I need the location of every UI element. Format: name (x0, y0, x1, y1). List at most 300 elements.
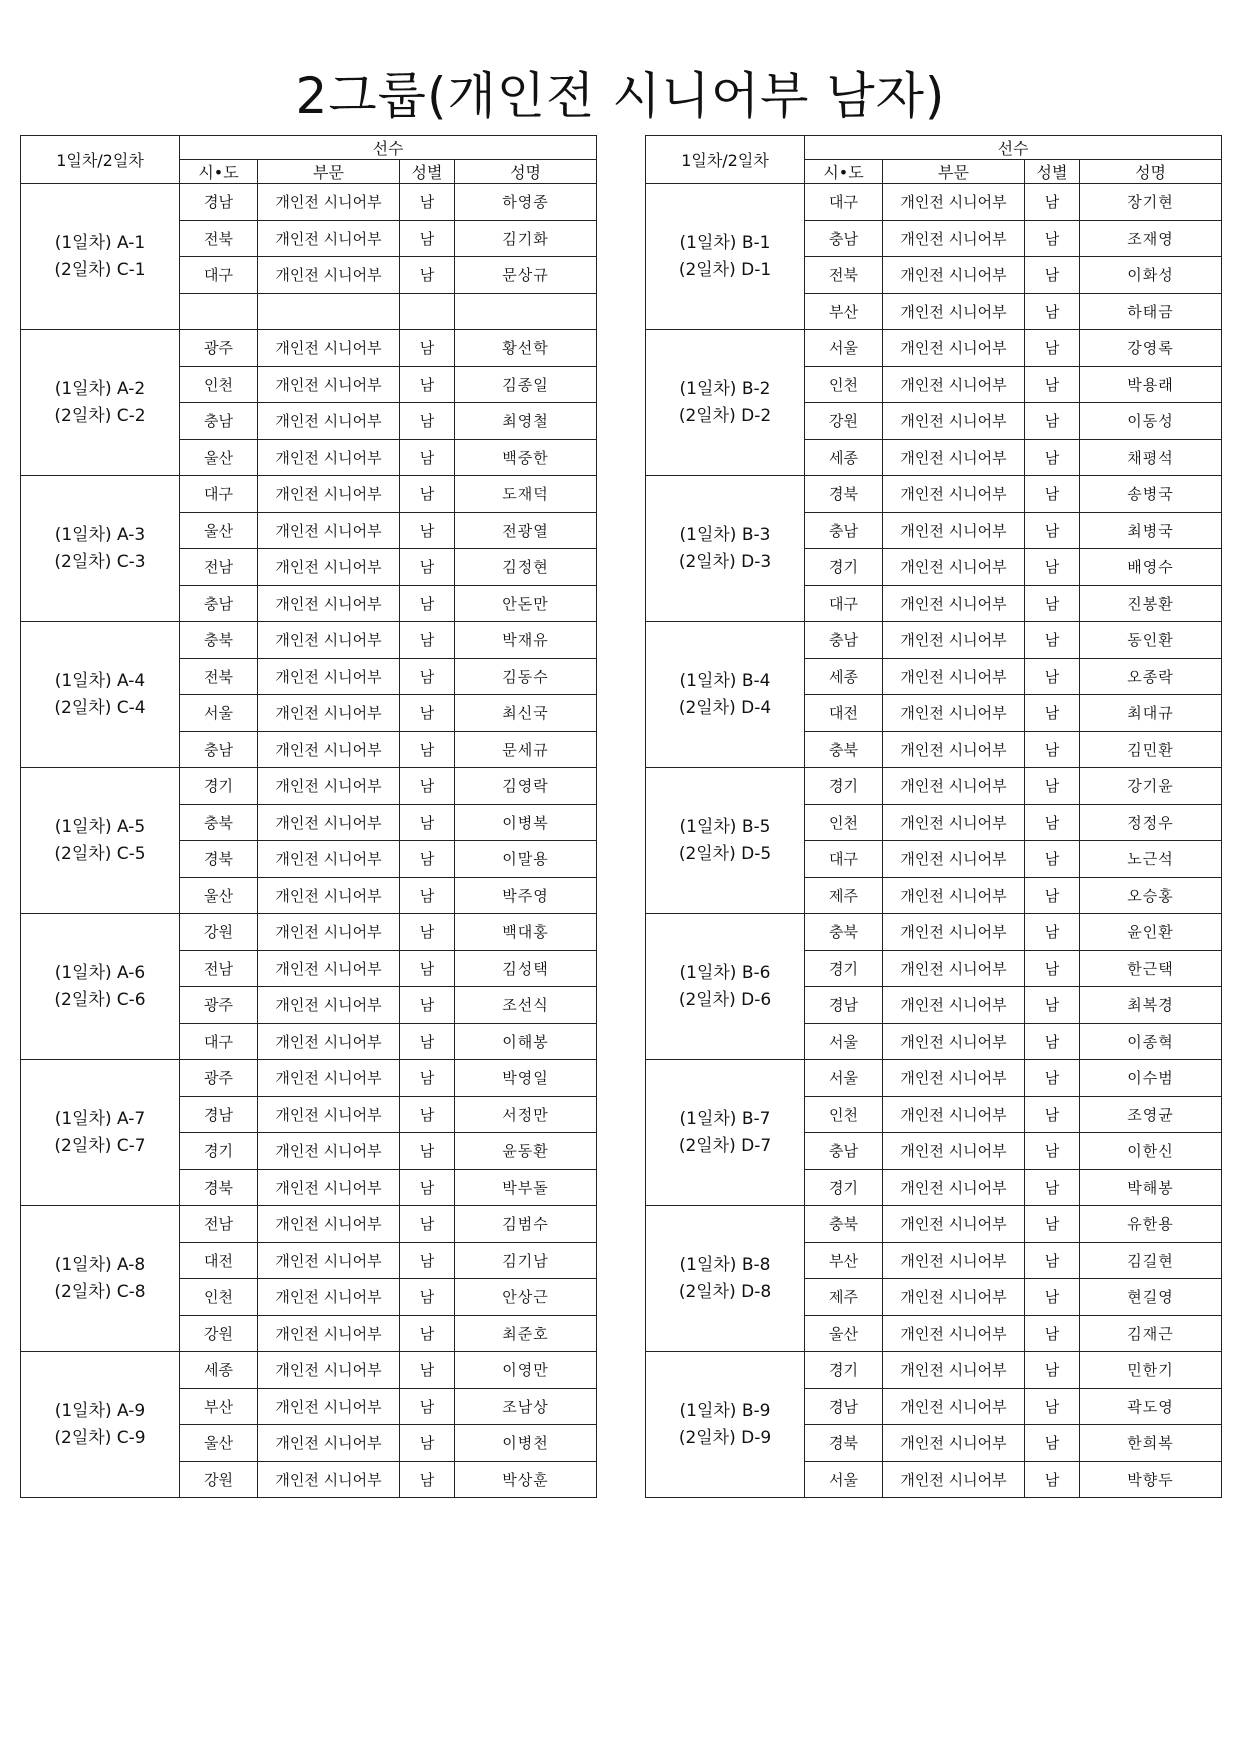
gender-cell: 남 (1025, 1133, 1080, 1170)
gender-cell: 남 (1025, 439, 1080, 476)
region-cell: 충남 (180, 403, 258, 440)
division-cell: 개인전 시니어부 (258, 257, 400, 294)
name-cell: 황선학 (455, 330, 597, 367)
name-cell: 안돈만 (455, 585, 597, 622)
region-cell: 울산 (805, 1315, 883, 1352)
name-cell: 박향두 (1080, 1461, 1222, 1498)
day1-group: (1일차) B-6 (679, 962, 771, 983)
round-header: 1일차/2일차 (21, 136, 180, 184)
day1-group: (1일차) B-8 (679, 1254, 771, 1275)
gender-cell: 남 (1025, 622, 1080, 659)
gender-cell: 남 (400, 768, 455, 805)
division-cell: 개인전 시니어부 (258, 914, 400, 951)
name-cell: 윤동환 (455, 1133, 597, 1170)
day2-group: (2일차) C-9 (54, 1427, 146, 1448)
region-cell: 전남 (180, 950, 258, 987)
division-cell: 개인전 시니어부 (883, 403, 1025, 440)
gender-cell: 남 (400, 695, 455, 732)
gender-cell: 남 (400, 877, 455, 914)
division-cell: 개인전 시니어부 (258, 804, 400, 841)
division-cell: 개인전 시니어부 (883, 476, 1025, 513)
gender-cell: 남 (1025, 1352, 1080, 1389)
table-row (21, 622, 597, 659)
region-cell: 경남 (180, 1096, 258, 1133)
name-cell: 민한기 (1080, 1352, 1222, 1389)
region-cell: 경기 (805, 950, 883, 987)
gender-cell: 남 (1025, 914, 1080, 951)
division-cell: 개인전 시니어부 (883, 1206, 1025, 1243)
name-cell: 이한신 (1080, 1133, 1222, 1170)
division-cell: 개인전 시니어부 (883, 549, 1025, 586)
gender-cell: 남 (400, 1352, 455, 1389)
left-group-table (20, 135, 597, 1498)
name-cell: 박주영 (455, 877, 597, 914)
region-cell: 강원 (180, 1461, 258, 1498)
name-cell: 이종혁 (1080, 1023, 1222, 1060)
day2-group: (2일차) C-8 (54, 1281, 146, 1302)
day1-group: (1일차) A-1 (54, 232, 146, 253)
name-cell: 정정우 (1080, 804, 1222, 841)
region-cell: 대전 (180, 1242, 258, 1279)
group-label (646, 622, 805, 768)
gender-cell: 남 (1025, 1096, 1080, 1133)
gender-header: 성별 (1025, 160, 1080, 184)
division-cell: 개인전 시니어부 (258, 1242, 400, 1279)
division-cell: 개인전 시니어부 (258, 1352, 400, 1389)
division-cell: 개인전 시니어부 (883, 366, 1025, 403)
division-cell: 개인전 시니어부 (258, 439, 400, 476)
division-cell: 개인전 시니어부 (883, 184, 1025, 221)
division-cell (258, 293, 400, 330)
region-cell: 전남 (180, 549, 258, 586)
day2-group: (2일차) C-3 (54, 551, 146, 572)
region-cell: 전북 (180, 220, 258, 257)
region-cell: 강원 (180, 1315, 258, 1352)
division-cell: 개인전 시니어부 (883, 1023, 1025, 1060)
division-cell: 개인전 시니어부 (258, 330, 400, 367)
name-cell: 박부돌 (455, 1169, 597, 1206)
region-cell: 부산 (180, 1388, 258, 1425)
name-cell: 강기윤 (1080, 768, 1222, 805)
name-cell: 문세규 (455, 731, 597, 768)
name-cell: 안상근 (455, 1279, 597, 1316)
gender-cell: 남 (1025, 1169, 1080, 1206)
gender-cell: 남 (1025, 1461, 1080, 1498)
day2-group: (2일차) C-1 (54, 259, 146, 280)
division-cell: 개인전 시니어부 (258, 622, 400, 659)
division-cell: 개인전 시니어부 (258, 1133, 400, 1170)
name-cell: 김기남 (455, 1242, 597, 1279)
name-cell: 조남상 (455, 1388, 597, 1425)
group-label (21, 1060, 180, 1206)
region-cell: 충북 (180, 622, 258, 659)
table-row (21, 476, 597, 513)
division-cell: 개인전 시니어부 (258, 1388, 400, 1425)
group-label (21, 914, 180, 1060)
region-cell: 경기 (805, 1352, 883, 1389)
name-cell: 박재유 (455, 622, 597, 659)
gender-cell: 남 (400, 549, 455, 586)
name-cell: 하태금 (1080, 293, 1222, 330)
region-cell: 광주 (180, 1060, 258, 1097)
gender-cell: 남 (400, 366, 455, 403)
gender-cell: 남 (1025, 257, 1080, 294)
day2-group: (2일차) D-4 (678, 697, 772, 718)
division-cell: 개인전 시니어부 (258, 1425, 400, 1462)
day2-group: (2일차) D-5 (678, 843, 772, 864)
name-cell: 조선식 (455, 987, 597, 1024)
name-cell: 김정현 (455, 549, 597, 586)
table-row (646, 914, 1222, 951)
division-cell: 개인전 시니어부 (883, 220, 1025, 257)
region-cell: 충남 (180, 731, 258, 768)
gender-cell: 남 (400, 585, 455, 622)
group-label (21, 184, 180, 330)
region-cell: 대구 (805, 585, 883, 622)
division-cell: 개인전 시니어부 (883, 1388, 1025, 1425)
name-cell (455, 293, 597, 330)
day1-group: (1일차) B-1 (679, 232, 771, 253)
region-cell: 세종 (805, 439, 883, 476)
name-cell: 도재덕 (455, 476, 597, 513)
division-cell: 개인전 시니어부 (883, 695, 1025, 732)
name-cell: 이병천 (455, 1425, 597, 1462)
table-row (21, 914, 597, 951)
region-cell: 경기 (805, 1169, 883, 1206)
division-cell: 개인전 시니어부 (258, 476, 400, 513)
name-cell: 이병복 (455, 804, 597, 841)
name-cell: 박영일 (455, 1060, 597, 1097)
name-cell: 김동수 (455, 658, 597, 695)
division-cell: 개인전 시니어부 (883, 950, 1025, 987)
name-cell: 이말용 (455, 841, 597, 878)
division-cell: 개인전 시니어부 (258, 549, 400, 586)
name-cell: 김영락 (455, 768, 597, 805)
division-cell: 개인전 시니어부 (883, 987, 1025, 1024)
table-row (21, 1060, 597, 1097)
division-cell: 개인전 시니어부 (883, 622, 1025, 659)
division-cell: 개인전 시니어부 (258, 987, 400, 1024)
day1-group: (1일차) B-5 (679, 816, 771, 837)
division-cell: 개인전 시니어부 (883, 804, 1025, 841)
gender-cell: 남 (1025, 731, 1080, 768)
region-cell: 서울 (805, 330, 883, 367)
group-label (21, 768, 180, 914)
region-cell: 전북 (180, 658, 258, 695)
region-cell: 경북 (805, 476, 883, 513)
name-cell: 채평석 (1080, 439, 1222, 476)
day1-group: (1일차) A-2 (54, 378, 146, 399)
region-cell: 대구 (180, 476, 258, 513)
name-cell: 문상규 (455, 257, 597, 294)
name-cell: 한근택 (1080, 950, 1222, 987)
name-cell: 윤인환 (1080, 914, 1222, 951)
name-cell: 오승홍 (1080, 877, 1222, 914)
day1-group: (1일차) B-4 (679, 670, 771, 691)
gender-cell: 남 (1025, 1206, 1080, 1243)
player-header: 선수 (180, 136, 597, 160)
group-label (646, 476, 805, 622)
region-header: 시•도 (805, 160, 883, 184)
table-row (646, 768, 1222, 805)
gender-cell: 남 (400, 1425, 455, 1462)
name-cell: 김성택 (455, 950, 597, 987)
day1-group: (1일차) A-5 (54, 816, 146, 837)
division-cell: 개인전 시니어부 (258, 1461, 400, 1498)
gender-cell: 남 (1025, 1315, 1080, 1352)
division-cell: 개인전 시니어부 (883, 877, 1025, 914)
division-cell: 개인전 시니어부 (258, 184, 400, 221)
region-cell: 인천 (180, 1279, 258, 1316)
region-cell: 서울 (805, 1461, 883, 1498)
region-cell: 충남 (805, 1133, 883, 1170)
division-cell: 개인전 시니어부 (883, 841, 1025, 878)
day1-group: (1일차) B-9 (679, 1400, 771, 1421)
gender-cell: 남 (1025, 804, 1080, 841)
name-cell: 이해봉 (455, 1023, 597, 1060)
division-cell: 개인전 시니어부 (258, 585, 400, 622)
name-cell: 조재영 (1080, 220, 1222, 257)
division-cell: 개인전 시니어부 (883, 1352, 1025, 1389)
name-cell: 동인환 (1080, 622, 1222, 659)
day2-group: (2일차) C-5 (54, 843, 146, 864)
region-cell: 전남 (180, 1206, 258, 1243)
region-cell: 대구 (180, 257, 258, 294)
right-group-table (645, 135, 1222, 1498)
name-cell: 최신국 (455, 695, 597, 732)
name-cell: 한희복 (1080, 1425, 1222, 1462)
gender-cell: 남 (1025, 768, 1080, 805)
day1-group: (1일차) A-9 (54, 1400, 146, 1421)
table-row (646, 1060, 1222, 1097)
region-cell: 경남 (180, 184, 258, 221)
gender-cell: 남 (1025, 585, 1080, 622)
gender-cell: 남 (400, 439, 455, 476)
page-title: 2그룹(개인전 시니어부 남자) (295, 67, 946, 125)
name-cell: 전광열 (455, 512, 597, 549)
gender-cell: 남 (1025, 220, 1080, 257)
name-header: 성명 (455, 160, 597, 184)
gender-cell: 남 (400, 1023, 455, 1060)
gender-cell: 남 (400, 1096, 455, 1133)
gender-cell: 남 (400, 476, 455, 513)
name-cell: 김민환 (1080, 731, 1222, 768)
division-header: 부문 (883, 160, 1025, 184)
gender-cell: 남 (400, 403, 455, 440)
division-cell: 개인전 시니어부 (883, 768, 1025, 805)
region-cell: 강원 (805, 403, 883, 440)
day2-group: (2일차) D-2 (678, 405, 772, 426)
gender-cell: 남 (400, 1169, 455, 1206)
division-cell: 개인전 시니어부 (258, 1169, 400, 1206)
name-cell: 김종일 (455, 366, 597, 403)
gender-cell: 남 (1025, 1023, 1080, 1060)
region-cell: 제주 (805, 877, 883, 914)
day1-group: (1일차) A-4 (54, 670, 146, 691)
region-cell: 경기 (180, 768, 258, 805)
region-cell: 경북 (805, 1425, 883, 1462)
group-label (21, 1352, 180, 1498)
group-label (646, 1060, 805, 1206)
name-cell: 김재근 (1080, 1315, 1222, 1352)
group-label (21, 622, 180, 768)
gender-cell: 남 (1025, 512, 1080, 549)
region-cell: 부산 (805, 1242, 883, 1279)
region-cell: 인천 (805, 1096, 883, 1133)
region-cell: 세종 (805, 658, 883, 695)
division-cell: 개인전 시니어부 (258, 1060, 400, 1097)
gender-cell: 남 (400, 257, 455, 294)
division-cell: 개인전 시니어부 (258, 403, 400, 440)
name-cell: 하영종 (455, 184, 597, 221)
group-label (646, 1206, 805, 1352)
gender-cell: 남 (1025, 841, 1080, 878)
gender-cell: 남 (1025, 293, 1080, 330)
day1-group: (1일차) A-7 (54, 1108, 146, 1129)
group-label (21, 476, 180, 622)
division-cell: 개인전 시니어부 (883, 1315, 1025, 1352)
region-cell: 충남 (180, 585, 258, 622)
region-cell: 세종 (180, 1352, 258, 1389)
name-cell: 김범수 (455, 1206, 597, 1243)
gender-cell: 남 (1025, 476, 1080, 513)
region-cell: 경북 (180, 1169, 258, 1206)
name-cell: 최준호 (455, 1315, 597, 1352)
gender-cell: 남 (1025, 695, 1080, 732)
name-cell: 곽도영 (1080, 1388, 1222, 1425)
division-cell: 개인전 시니어부 (883, 1060, 1025, 1097)
gender-cell: 남 (1025, 549, 1080, 586)
division-cell: 개인전 시니어부 (258, 1096, 400, 1133)
day2-group: (2일차) D-9 (678, 1427, 772, 1448)
gender-cell: 남 (1025, 184, 1080, 221)
group-label (21, 1206, 180, 1352)
group-label (646, 914, 805, 1060)
name-cell: 유한용 (1080, 1206, 1222, 1243)
gender-cell: 남 (1025, 1242, 1080, 1279)
name-cell: 최병국 (1080, 512, 1222, 549)
division-cell: 개인전 시니어부 (258, 768, 400, 805)
division-cell: 개인전 시니어부 (883, 293, 1025, 330)
name-cell: 박상훈 (455, 1461, 597, 1498)
division-cell: 개인전 시니어부 (883, 1279, 1025, 1316)
gender-cell: 남 (1025, 1388, 1080, 1425)
group-label (646, 768, 805, 914)
name-cell: 최영철 (455, 403, 597, 440)
division-cell: 개인전 시니어부 (883, 257, 1025, 294)
region-cell: 충남 (805, 512, 883, 549)
day2-group: (2일차) C-2 (54, 405, 146, 426)
name-cell: 송병국 (1080, 476, 1222, 513)
gender-cell: 남 (400, 220, 455, 257)
region-cell: 경북 (180, 841, 258, 878)
division-cell: 개인전 시니어부 (883, 1425, 1025, 1462)
region-cell: 울산 (180, 877, 258, 914)
gender-cell: 남 (1025, 1279, 1080, 1316)
name-cell: 조영균 (1080, 1096, 1222, 1133)
table-row (646, 330, 1222, 367)
region-cell: 서울 (180, 695, 258, 732)
division-cell: 개인전 시니어부 (258, 731, 400, 768)
day2-group: (2일차) D-7 (678, 1135, 772, 1156)
division-cell: 개인전 시니어부 (258, 1023, 400, 1060)
name-cell: 박해봉 (1080, 1169, 1222, 1206)
name-cell: 백대홍 (455, 914, 597, 951)
gender-cell: 남 (1025, 403, 1080, 440)
name-cell: 이영만 (455, 1352, 597, 1389)
region-cell: 충북 (805, 914, 883, 951)
day2-group: (2일차) C-4 (54, 697, 146, 718)
gender-cell: 남 (400, 1133, 455, 1170)
region-cell: 경기 (805, 768, 883, 805)
gender-cell (400, 293, 455, 330)
region-header: 시•도 (180, 160, 258, 184)
table-row (21, 1352, 597, 1389)
division-cell: 개인전 시니어부 (258, 950, 400, 987)
round-header: 1일차/2일차 (646, 136, 805, 184)
gender-cell: 남 (1025, 658, 1080, 695)
region-cell: 충북 (805, 1206, 883, 1243)
day1-group: (1일차) A-8 (54, 1254, 146, 1275)
group-label (646, 184, 805, 330)
table-row (646, 1352, 1222, 1389)
day1-group: (1일차) A-3 (54, 524, 146, 545)
division-cell: 개인전 시니어부 (883, 330, 1025, 367)
gender-cell: 남 (400, 330, 455, 367)
table-row (646, 1206, 1222, 1243)
name-cell: 이동성 (1080, 403, 1222, 440)
region-cell: 충북 (805, 731, 883, 768)
division-cell: 개인전 시니어부 (883, 1169, 1025, 1206)
region-cell: 충북 (180, 804, 258, 841)
region-cell: 대구 (180, 1023, 258, 1060)
gender-cell: 남 (400, 950, 455, 987)
table-row (646, 184, 1222, 221)
division-cell: 개인전 시니어부 (883, 731, 1025, 768)
name-cell: 오종락 (1080, 658, 1222, 695)
region-cell: 대구 (805, 184, 883, 221)
gender-cell: 남 (400, 804, 455, 841)
table-row (21, 1206, 597, 1243)
player-header: 선수 (805, 136, 1222, 160)
region-cell: 울산 (180, 1425, 258, 1462)
division-cell: 개인전 시니어부 (258, 877, 400, 914)
region-cell: 서울 (805, 1060, 883, 1097)
day2-group: (2일차) D-3 (678, 551, 772, 572)
division-cell: 개인전 시니어부 (258, 512, 400, 549)
day1-group: (1일차) B-7 (679, 1108, 771, 1129)
gender-cell: 남 (1025, 877, 1080, 914)
division-cell: 개인전 시니어부 (883, 914, 1025, 951)
division-cell: 개인전 시니어부 (258, 220, 400, 257)
region-cell: 충남 (805, 220, 883, 257)
gender-cell: 남 (400, 1206, 455, 1243)
name-cell: 최복경 (1080, 987, 1222, 1024)
name-cell: 강영록 (1080, 330, 1222, 367)
gender-cell: 남 (400, 622, 455, 659)
region-cell: 대전 (805, 695, 883, 732)
division-cell: 개인전 시니어부 (258, 1206, 400, 1243)
region-cell: 제주 (805, 1279, 883, 1316)
name-header: 성명 (1080, 160, 1222, 184)
name-cell: 박용래 (1080, 366, 1222, 403)
day1-group: (1일차) A-6 (54, 962, 146, 983)
gender-cell: 남 (400, 1388, 455, 1425)
gender-cell: 남 (400, 841, 455, 878)
region-cell: 인천 (805, 366, 883, 403)
name-cell: 백중한 (455, 439, 597, 476)
table-row (646, 476, 1222, 513)
